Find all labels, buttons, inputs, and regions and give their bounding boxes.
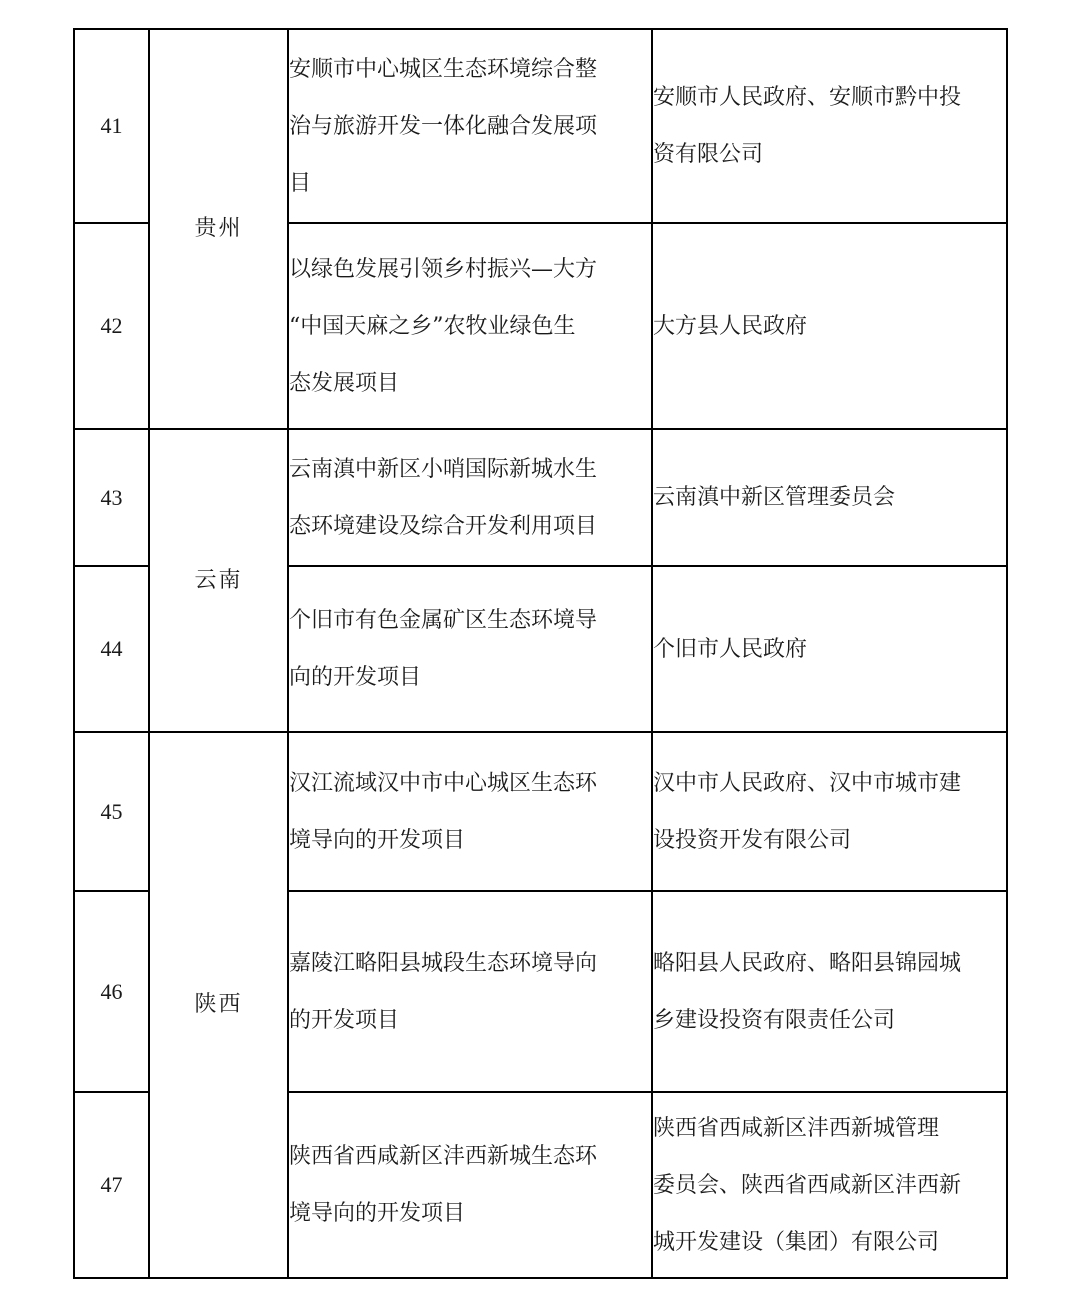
unit-name-line: 陕西省西咸新区沣西新城管理 bbox=[653, 1115, 940, 1141]
implementing-unit-cell bbox=[652, 429, 1007, 566]
unit-name-line: 安顺市人民政府、安顺市黔中投 bbox=[653, 85, 962, 110]
implementing-unit-cell bbox=[652, 566, 1007, 732]
project-name-cell bbox=[288, 566, 652, 732]
implementing-unit-cell bbox=[652, 223, 1007, 429]
row-number: 45 bbox=[74, 732, 149, 891]
project-name-line: 安顺市中心城区生态环境综合整 bbox=[289, 56, 598, 82]
province-cell bbox=[149, 29, 288, 429]
project-name-cell bbox=[288, 223, 652, 429]
project-name-line: 态发展项目 bbox=[289, 370, 400, 396]
project-name-line: 云南滇中新区小哨国际新城水生 bbox=[289, 456, 598, 482]
unit-name-line: 乡建设投资有限责任公司 bbox=[653, 1007, 896, 1033]
province-name: 陕西 bbox=[194, 992, 243, 1017]
row-number: 47 bbox=[74, 1092, 149, 1278]
unit-name-line: 大方县人民政府 bbox=[653, 313, 808, 339]
project-name-line: 目 bbox=[289, 170, 312, 196]
project-name-cell bbox=[288, 1092, 652, 1278]
project-name-cell bbox=[288, 732, 652, 891]
table-row bbox=[74, 29, 1007, 223]
unit-name-line: 汉中市人民政府、汉中市城市建 bbox=[653, 770, 962, 796]
implementing-unit-cell bbox=[652, 891, 1007, 1092]
implementing-unit-cell bbox=[652, 29, 1007, 223]
unit-name-line: 个旧市人民政府 bbox=[653, 636, 808, 662]
project-name-line: 的开发项目 bbox=[289, 1007, 400, 1033]
table-row bbox=[74, 429, 1007, 566]
row-number: 43 bbox=[74, 429, 149, 566]
project-table bbox=[73, 28, 1008, 1279]
unit-name-line: 设投资开发有限公司 bbox=[653, 827, 852, 853]
project-name-cell bbox=[288, 29, 652, 223]
project-name-line: 境导向的开发项目 bbox=[289, 1201, 466, 1226]
province-cell bbox=[149, 732, 288, 1278]
project-name-line: 向的开发项目 bbox=[289, 665, 422, 690]
unit-name-line: 略阳县人民政府、略阳县锦园城 bbox=[653, 950, 962, 976]
implementing-unit-cell bbox=[652, 1092, 1007, 1278]
province-name: 云南 bbox=[194, 567, 243, 593]
unit-name-line: 委员会、陕西省西咸新区沣西新 bbox=[653, 1172, 962, 1198]
project-name-line: 个旧市有色金属矿区生态环境导 bbox=[289, 608, 598, 633]
row-number: 44 bbox=[74, 566, 149, 732]
province-cell bbox=[149, 429, 288, 732]
project-name-line: “中国天麻之乡”农牧业绿色生 bbox=[289, 313, 576, 339]
project-name-line: 以绿色发展引领乡村振兴—大方 bbox=[289, 256, 598, 282]
unit-name-line: 云南滇中新区管理委员会 bbox=[653, 485, 896, 510]
table-row bbox=[74, 732, 1007, 891]
row-number: 42 bbox=[74, 223, 149, 429]
province-name: 贵州 bbox=[194, 216, 243, 241]
project-name-cell bbox=[288, 429, 652, 566]
project-name-line: 态环境建设及综合开发利用项目 bbox=[289, 513, 598, 539]
project-name-line: 汉江流域汉中市中心城区生态环 bbox=[289, 770, 598, 796]
project-name-line: 嘉陵江略阳县城段生态环境导向 bbox=[289, 950, 598, 976]
project-name-line: 治与旅游开发一体化融合发展项 bbox=[289, 113, 598, 139]
row-number: 46 bbox=[74, 891, 149, 1092]
project-name-line: 陕西省西咸新区沣西新城生态环 bbox=[289, 1144, 598, 1169]
row-number: 41 bbox=[74, 29, 149, 223]
project-name-cell bbox=[288, 891, 652, 1092]
implementing-unit-cell bbox=[652, 732, 1007, 891]
unit-name-line: 资有限公司 bbox=[653, 142, 764, 167]
unit-name-line: 城开发建设（集团）有限公司 bbox=[653, 1229, 940, 1255]
project-name-line: 境导向的开发项目 bbox=[289, 827, 466, 853]
